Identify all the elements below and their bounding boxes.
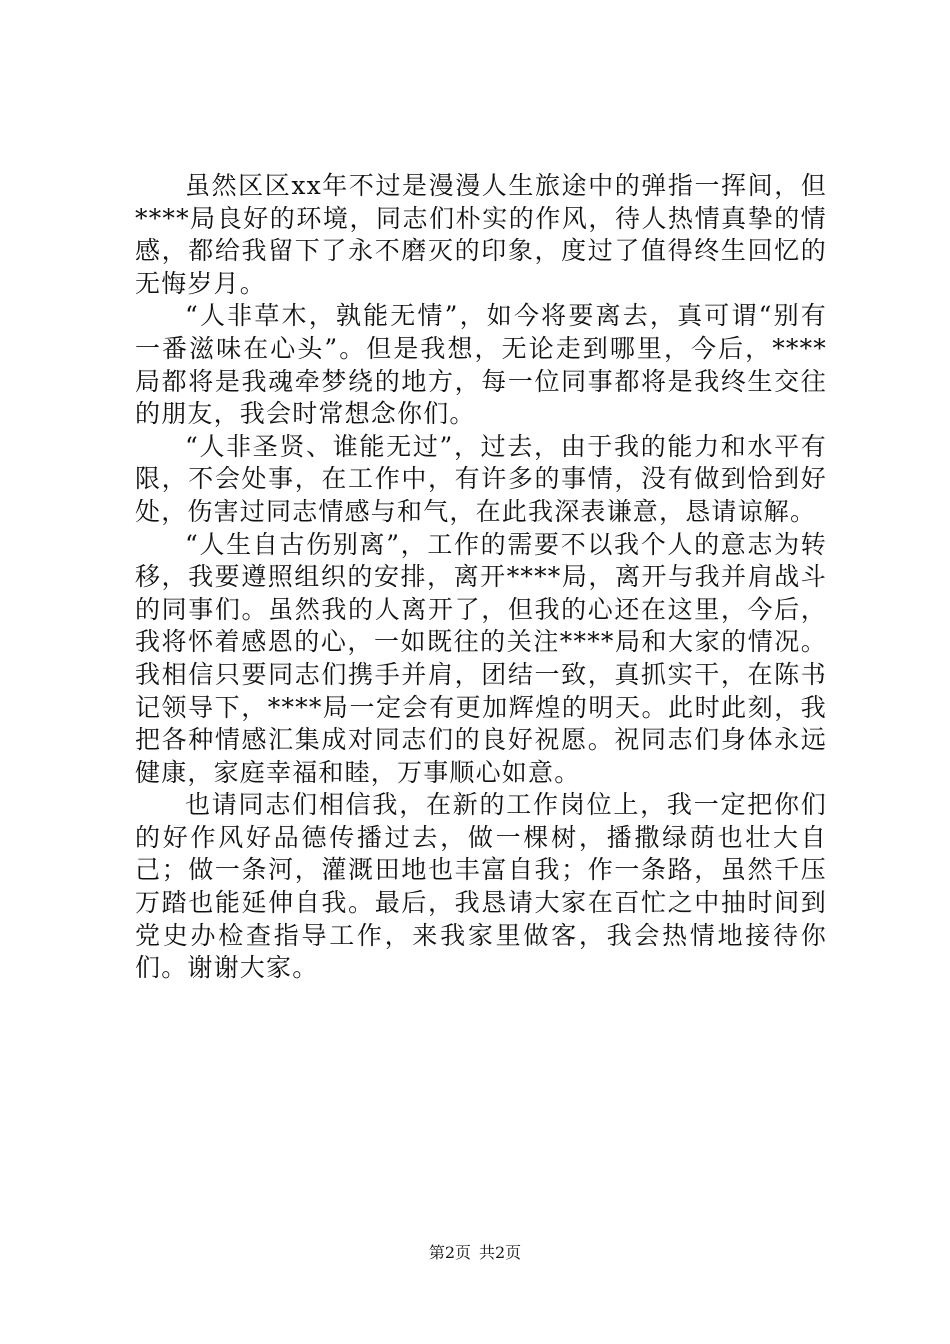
page-footer (0, 1243, 950, 1263)
paragraph-2: “人非草木，孰能无情”，如今将要离去，真可谓“别有一番滋味在心头”。但是我想，无论走到哪里，今后，****局都将是我魂牵梦绕的地方，每一位同事都将是我终生交往的朋友，我会时常想念你们。 (135, 301, 827, 429)
document-body (135, 170, 827, 985)
paragraph-5: 也请同志们相信我，在新的工作岗位上，我一定把你们的好作风好品德传播过去，做一棵树，播撒绿荫也壮大自己；做一条河，灌溉田地也丰富自我；作一条路，虽然千压万踏也能延伸自我。最后，我恳请大家在百忙之中抽时间到党史办检查指导工作，来我家里做客，我会热情地接待你们。谢谢大家。 (135, 790, 827, 983)
page-number: 第2页 (428, 1243, 471, 1262)
paragraph-4: “人生自古伤别离”，工作的需要不以我个人的意志为转移，我要遵照组织的安排，离开****局，离开与我并肩战斗的同事们。虽然我的人离开了，但我的心还在这里，今后，我将怀着感恩的心，一如既往的关注****局和大家的情况。我相信只要同志们携手并肩，团结一致，真抓实干，在陈书记领导下，****局一定会有更加辉煌的明天。此时此刻，我把各种情感汇集成对同志们的良好祝愿。祝同志们身体永远健康，家庭幸福和睦，万事顺心如意。 (135, 529, 827, 787)
paragraph-1: 虽然区区xx年不过是漫漫人生旅途中的弹指一挥间，但****局良好的环境，同志们朴实的作风，待人热情真挚的情感，都给我留下了永不磨灭的印象，度过了值得终生回忆的无悔岁月。 (135, 171, 827, 298)
paragraph-3: “人非圣贤、谁能无过”，过去，由于我的能力和水平有限，不会处事，在工作中，有许多的事情，没有做到恰到好处，伤害过同志情感与和气，在此我深表谦意，恳请谅解。 (135, 431, 827, 526)
page-total: 共2页 (479, 1243, 522, 1262)
